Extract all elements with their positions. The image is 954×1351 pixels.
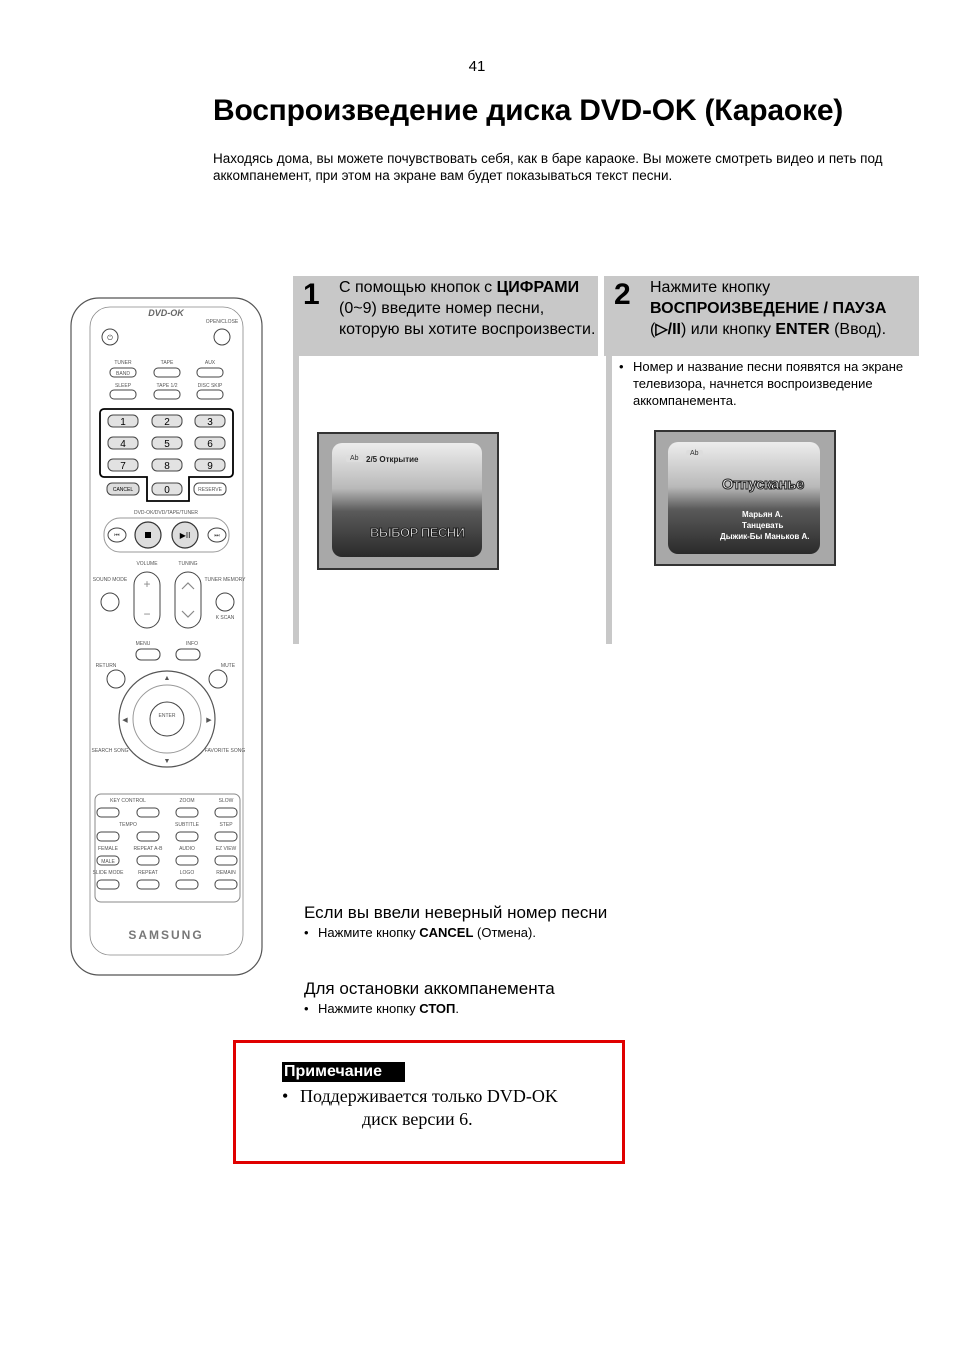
digit-label: 7: [120, 461, 126, 472]
stop-icon: [145, 532, 151, 538]
logo-btn-label: LOGO: [179, 870, 195, 876]
slide-mode-label: SLIDE MODE: [92, 870, 124, 876]
osd-track-info: 2/5 Открытие: [366, 455, 419, 464]
repeat-ab-button[interactable]: [137, 856, 159, 865]
aux-button[interactable]: [197, 368, 223, 377]
tape-button[interactable]: [154, 368, 180, 377]
info-button[interactable]: [176, 649, 200, 660]
osd-line-2: Танцевать: [742, 521, 784, 530]
aux-label: AUX: [204, 360, 216, 366]
step-2-header: [604, 276, 919, 356]
wrong-number-text: • Нажмите кнопку CANCEL (Отмена).: [304, 925, 536, 940]
intro-paragraph: Находясь дома, вы можете почувствовать себя, как в баре караоке. Вы можете смотреть видео и петь под аккомпанемент, при этом на экране вам будет показываться текст песни.: [213, 151, 883, 183]
tape12-button[interactable]: [154, 390, 180, 399]
remote-logo: DVD-OK: [148, 308, 184, 318]
osd-song-title: Отпусканье: [722, 476, 804, 493]
function-label: DVD-OK/DVD/TAPE/TUNER: [133, 510, 199, 516]
male-label: MALE: [101, 859, 115, 865]
volume-down-icon: −: [143, 607, 151, 621]
nav-down-icon: ▼: [163, 758, 171, 765]
menu-label: MENU: [135, 641, 151, 647]
tuner-memory-label: TUNER MEMORY: [204, 577, 246, 583]
digit-label: 6: [207, 439, 213, 450]
disc-skip-label: DISC SKIP: [197, 383, 223, 389]
nav-up-icon: ▲: [163, 675, 171, 682]
tempo-label: TEMPO: [119, 822, 137, 828]
repeat-button[interactable]: [137, 880, 159, 889]
step-2-note: • Номер и название песни появятся на экране телевизора, начнется воспроизведение аккомпанемента.: [619, 359, 904, 408]
step-button[interactable]: [215, 832, 237, 841]
return-button[interactable]: [107, 670, 125, 688]
key-down-button[interactable]: [97, 808, 119, 817]
k-scan-label: K SCAN: [215, 615, 235, 621]
sound-mode-label: SOUND MODE: [92, 577, 128, 583]
step-2-text: Нажмите кнопку ВОСПРОИЗВЕДЕНИЕ / ПАУЗА (▷/II) или кнопку ENTER (Ввод).: [650, 279, 887, 338]
disc-skip-button[interactable]: [197, 390, 223, 399]
osd-badge: Ab: [346, 455, 363, 462]
step-1-number: 1: [303, 278, 320, 311]
zoom-button[interactable]: [176, 808, 198, 817]
slow-label: SLOW: [218, 798, 234, 804]
digit-label: 5: [164, 439, 170, 450]
mute-button[interactable]: [209, 670, 227, 688]
digit-label: 3: [207, 417, 213, 428]
step-1-header: [293, 276, 598, 356]
stop-heading: Для остановки аккомпанемента: [304, 979, 555, 998]
tuner-memory-button[interactable]: [216, 593, 234, 611]
step-2-bar: [606, 356, 612, 644]
reserve-label: RESERVE: [198, 487, 222, 493]
tape-label: TAPE: [160, 360, 174, 366]
digit-label: 2: [164, 417, 170, 428]
osd-caption: ВЫБОР ПЕСНИ: [370, 525, 465, 540]
tv-picture: [668, 442, 820, 554]
tempo-down-button[interactable]: [97, 832, 119, 841]
tempo-up-button[interactable]: [137, 832, 159, 841]
subtitle-button[interactable]: [176, 832, 198, 841]
ez-view-label: EZ VIEW: [215, 846, 237, 852]
menu-button[interactable]: [136, 649, 160, 660]
logo-button[interactable]: [176, 880, 198, 889]
slide-mode-button[interactable]: [97, 880, 119, 889]
tv-screen-song-select: [317, 432, 499, 570]
power-icon: ⏻: [107, 335, 113, 342]
page-title: Воспроизведение диска DVD-OK (Караоке): [213, 94, 844, 127]
volume-up-icon: +: [143, 577, 151, 591]
play-pause-icon: ▶II: [179, 531, 191, 540]
search-song-label: SEARCH SONG: [91, 748, 129, 754]
cancel-label: CANCEL: [112, 487, 134, 493]
info-label: INFO: [186, 641, 198, 647]
enter-button[interactable]: [150, 702, 184, 736]
mute-label: MUTE: [220, 663, 236, 669]
tuning-rocker[interactable]: [175, 572, 201, 628]
remain-button[interactable]: [215, 880, 237, 889]
skip-forward-icon: ⏭: [214, 533, 220, 539]
subtitle-label: SUBTITLE: [175, 822, 199, 828]
tuner-label: TUNER: [114, 360, 132, 366]
nav-left-icon: ◀: [122, 717, 128, 724]
remote-control: [70, 297, 263, 977]
open-close-label: OPEN/CLOSE: [205, 319, 239, 325]
ez-view-button[interactable]: [215, 856, 237, 865]
tape12-label: TAPE 1/2: [156, 383, 178, 389]
sleep-button[interactable]: [110, 390, 136, 399]
page-number: 41: [468, 58, 486, 75]
wrong-number-heading: Если вы ввели неверный номер песни: [304, 903, 608, 922]
skip-back-icon: ⏮: [114, 533, 120, 539]
note-box: [233, 1040, 625, 1164]
tuning-label: TUNING: [178, 561, 198, 567]
step-2-number: 2: [614, 278, 631, 311]
digit-label: 0: [164, 485, 170, 496]
sleep-label: SLEEP: [114, 383, 132, 389]
audio-label: AUDIO: [179, 846, 195, 852]
stop-text: • Нажмите кнопку СТОП.: [304, 1001, 460, 1016]
digit-label: 9: [207, 461, 213, 472]
samsung-logo: SAMSUNG: [128, 928, 204, 942]
volume-label: VOLUME: [136, 561, 158, 567]
step-1-bar: [293, 356, 299, 644]
band-label: BAND: [116, 371, 130, 377]
osd-line-3: Дыжик-Бы Маньков А.: [720, 532, 810, 541]
step-label: STEP: [219, 822, 233, 828]
female-label: FEMALE: [97, 846, 119, 852]
step-1-text: С помощью кнопок с ЦИФРАМИ (0~9) введите номер песни, которую вы хотите воспроизвести.: [339, 279, 596, 338]
note-text: • Поддерживается только DVD-OK диск версии 6.: [282, 1086, 558, 1129]
return-label: RETURN: [95, 663, 117, 669]
remain-label: REMAIN: [216, 870, 236, 876]
zoom-label: ZOOM: [179, 798, 195, 804]
digit-label: 8: [164, 461, 170, 472]
tv-screen-song-info: [654, 430, 836, 566]
tv-picture: [332, 443, 482, 557]
key-control-label: KEY CONTROL: [110, 798, 146, 804]
sound-mode-button[interactable]: [101, 593, 119, 611]
favorite-song-label: FAVORITE SONG: [204, 748, 246, 754]
note-label: Примечание: [282, 1062, 405, 1082]
enter-label: ENTER: [158, 713, 176, 719]
open-close-button[interactable]: [214, 329, 230, 345]
osd-line-1: Марьян А.: [742, 510, 783, 519]
digit-label: 1: [120, 417, 126, 428]
slow-button[interactable]: [215, 808, 237, 817]
key-up-button[interactable]: [137, 808, 159, 817]
nav-right-icon: ▶: [206, 717, 212, 724]
digit-label: 4: [120, 439, 126, 450]
repeat-label: REPEAT: [138, 870, 158, 876]
repeat-ab-label: REPEAT A-B: [133, 846, 163, 852]
audio-button[interactable]: [176, 856, 198, 865]
osd-badge: Ab: [686, 450, 703, 457]
